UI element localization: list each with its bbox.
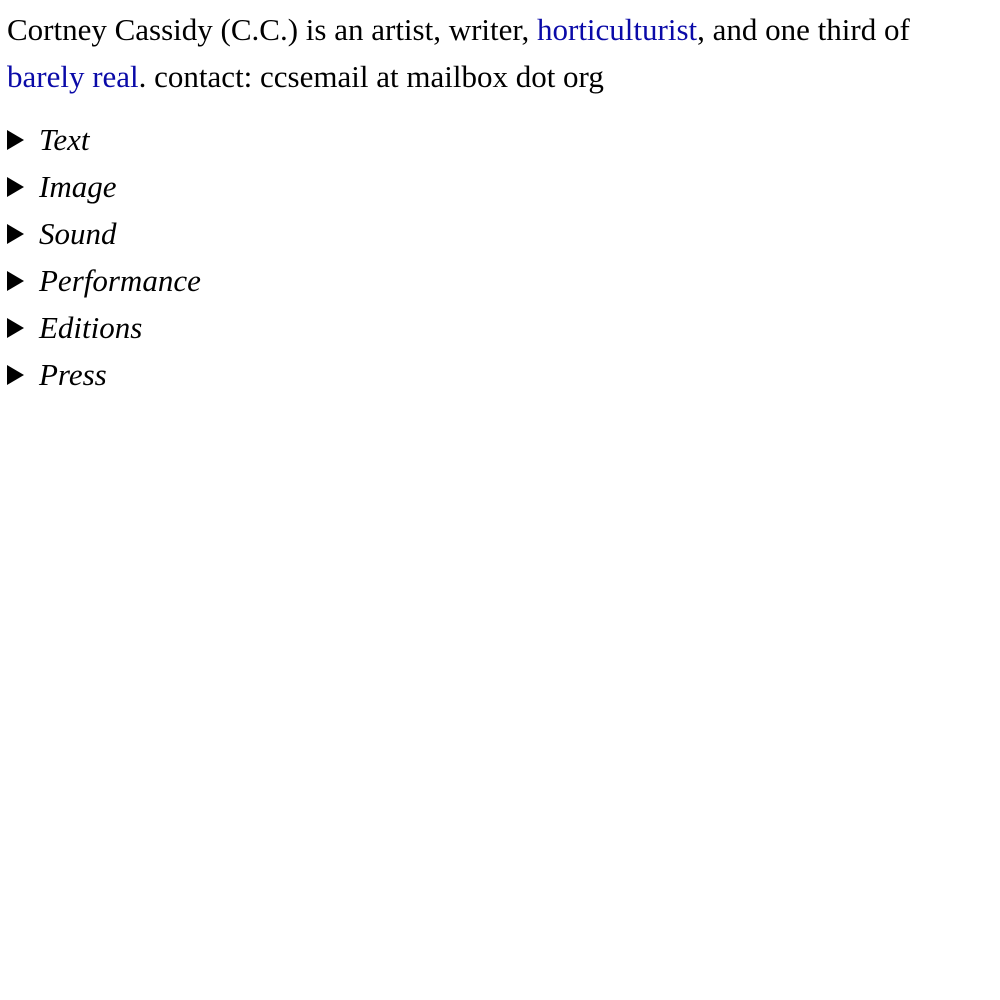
barely-real-link[interactable]: barely real <box>7 59 139 94</box>
triangle-right-icon <box>7 318 24 338</box>
section-press-toggle[interactable] <box>7 351 993 398</box>
section-sound-label: Sound <box>39 216 117 251</box>
section-press <box>7 351 993 398</box>
section-performance-label: Performance <box>39 263 201 298</box>
horticulturist-link[interactable]: horticulturist <box>537 12 698 47</box>
section-performance-toggle[interactable] <box>7 257 993 304</box>
triangle-right-icon <box>7 365 24 385</box>
intro-text-start: Cortney Cassidy (C.C.) is an artist, writer, <box>7 12 537 47</box>
triangle-right-icon <box>7 224 24 244</box>
section-sound-toggle[interactable] <box>7 210 993 257</box>
triangle-right-icon <box>7 271 24 291</box>
section-performance <box>7 257 993 304</box>
triangle-right-icon <box>7 177 24 197</box>
sections-list <box>7 116 993 398</box>
section-editions-label: Editions <box>39 310 143 345</box>
section-image-toggle[interactable] <box>7 163 993 210</box>
section-editions <box>7 304 993 351</box>
intro-paragraph <box>7 6 993 100</box>
section-image <box>7 163 993 210</box>
section-text-toggle[interactable] <box>7 116 993 163</box>
triangle-right-icon <box>7 130 24 150</box>
section-text-label: Text <box>39 122 90 157</box>
section-editions-toggle[interactable] <box>7 304 993 351</box>
section-sound <box>7 210 993 257</box>
intro-text-middle: , and one third of <box>697 12 910 47</box>
page <box>0 0 1000 398</box>
intro-text-contact: . contact: ccsemail at mailbox dot org <box>138 59 604 94</box>
section-image-label: Image <box>39 169 117 204</box>
section-text <box>7 116 993 163</box>
section-press-label: Press <box>39 357 107 392</box>
